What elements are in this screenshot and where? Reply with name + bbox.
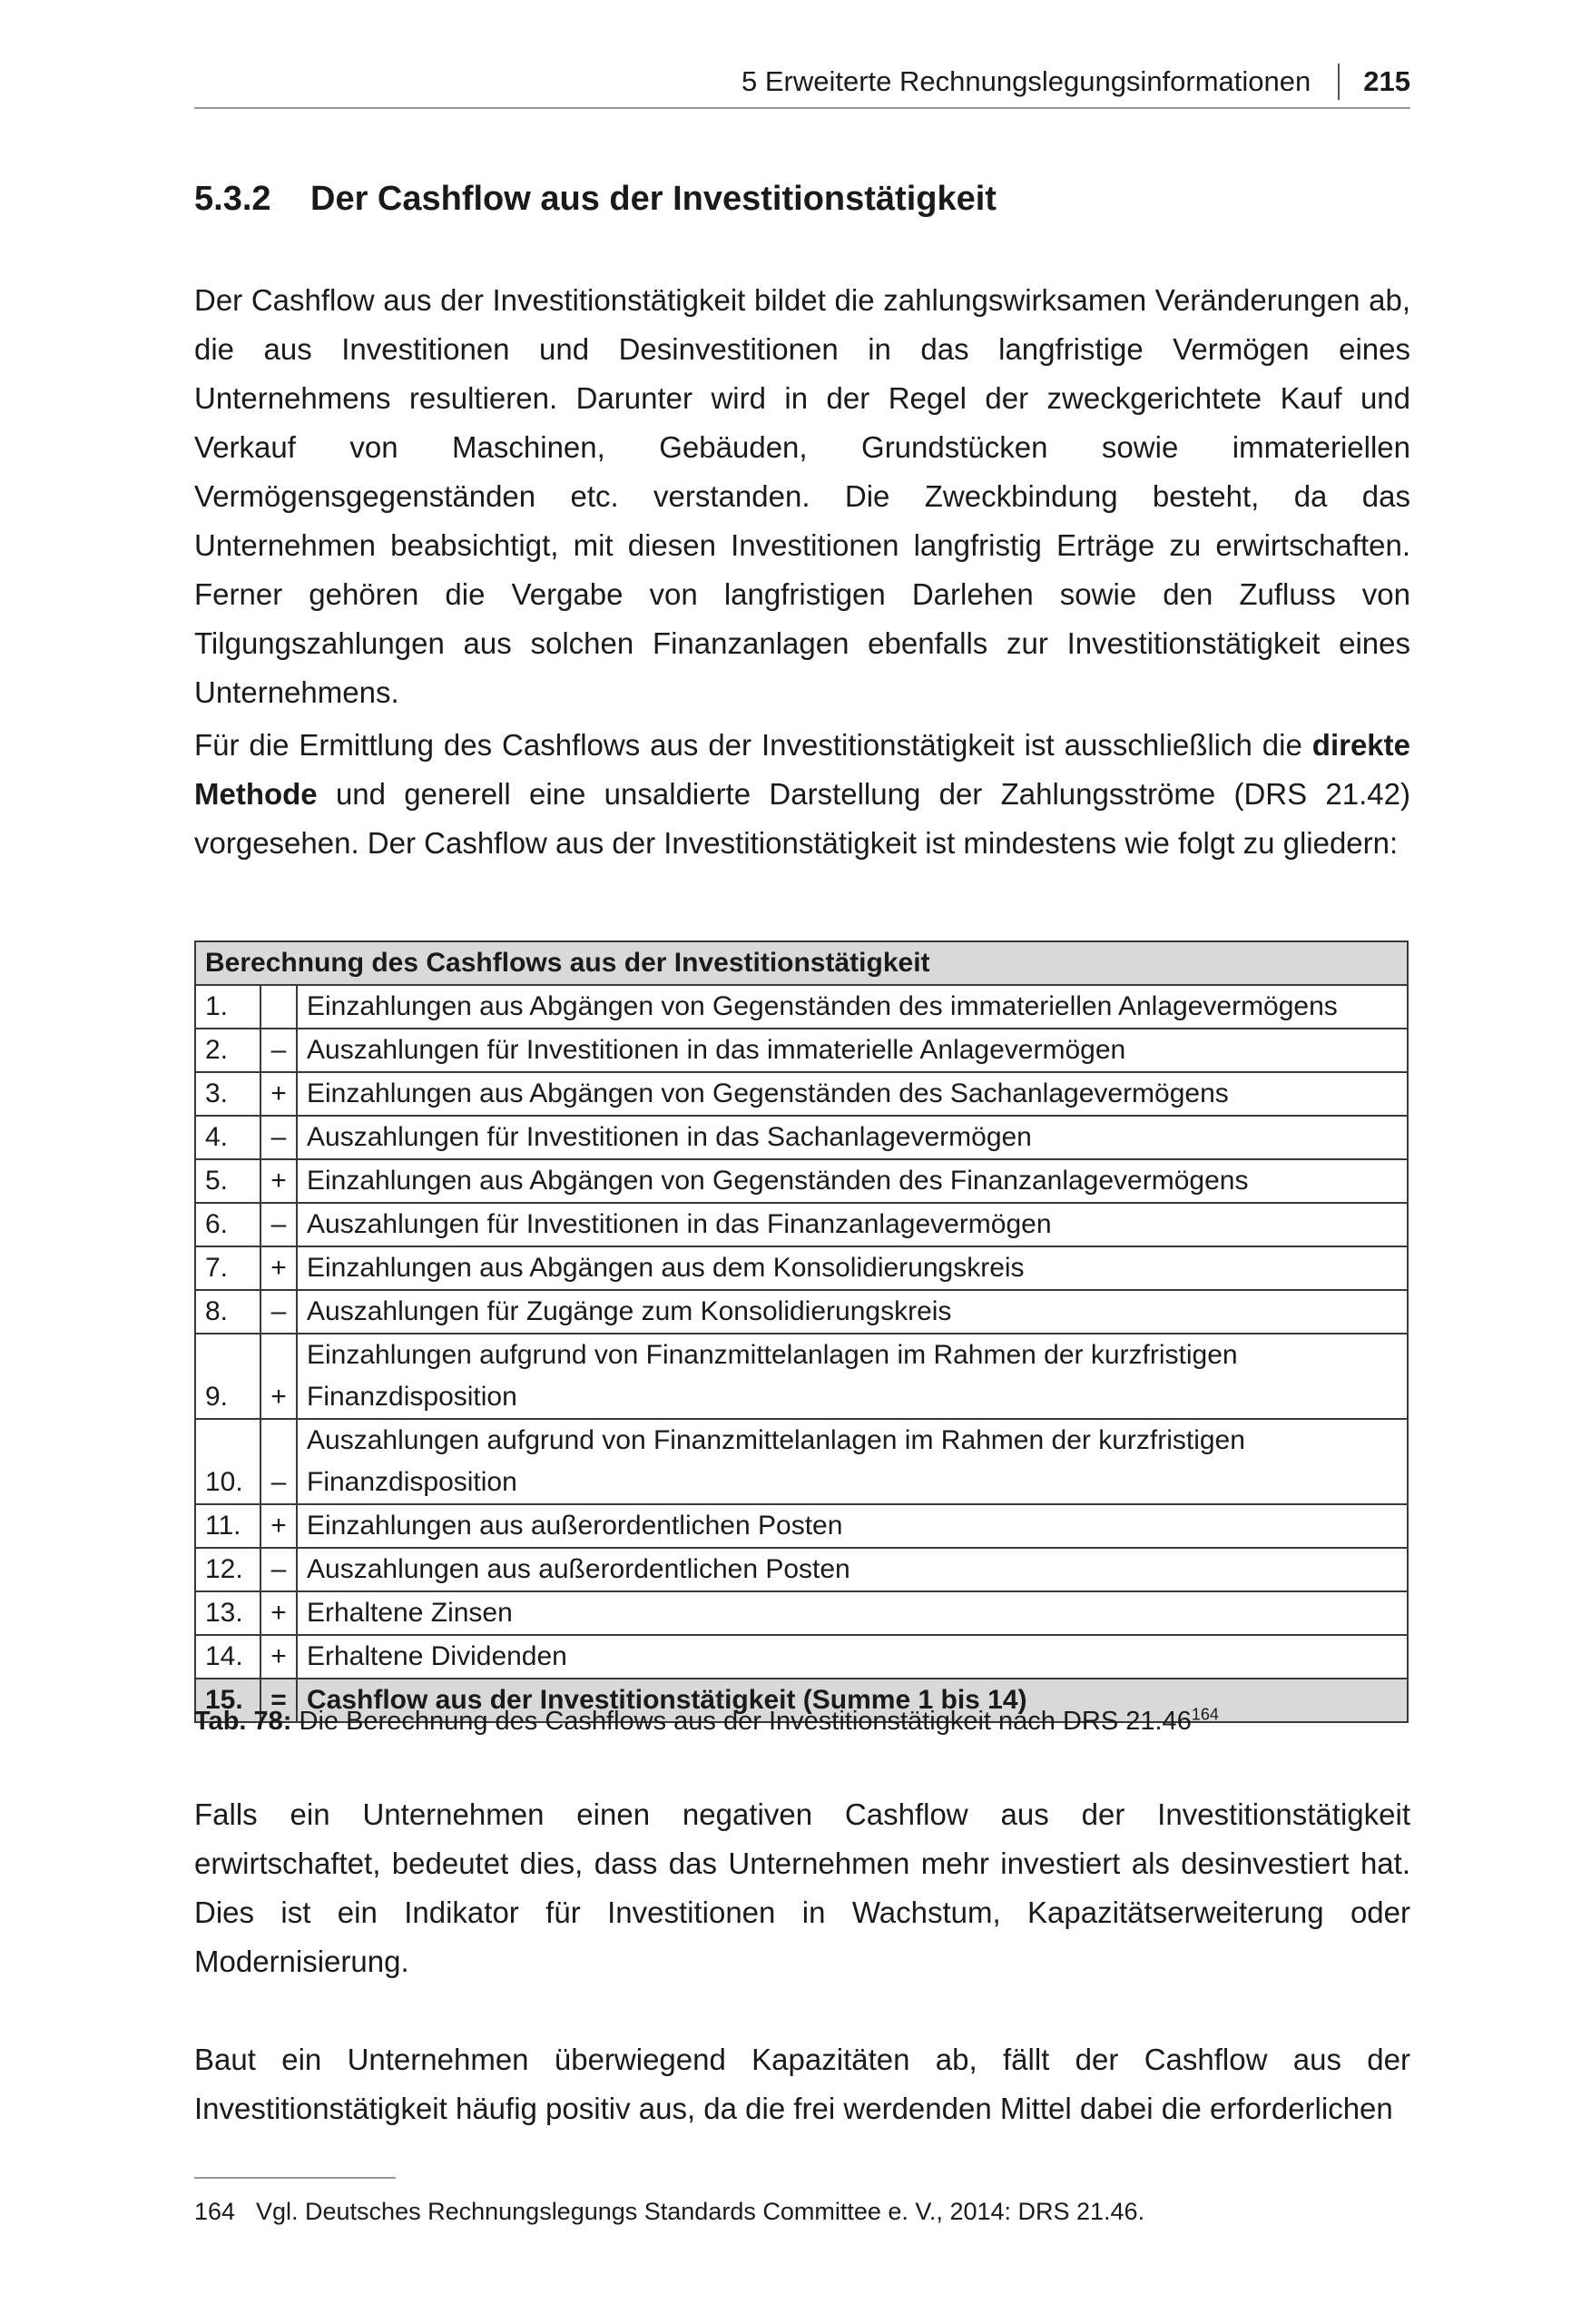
row-operator: – bbox=[260, 1290, 297, 1334]
row-text: Einzahlungen aus Abgängen von Gegenständen des immateriellen Anlagevermögens bbox=[297, 985, 1408, 1029]
section-heading bbox=[194, 180, 997, 219]
row-text: Einzahlungen aufgrund von Finanzmittelanlagen im Rahmen der kurzfristigen Finanzdisposition bbox=[297, 1334, 1408, 1419]
table-row bbox=[195, 1591, 1408, 1635]
table-header-row bbox=[195, 941, 1408, 985]
row-number: 4. bbox=[195, 1116, 260, 1159]
row-operator: + bbox=[260, 1159, 297, 1203]
table-row bbox=[195, 1159, 1408, 1203]
row-number: 7. bbox=[195, 1246, 260, 1290]
row-operator: = bbox=[260, 1679, 297, 1722]
chapter-title: 5 Erweiterte Rechnungslegungsinformationen bbox=[741, 65, 1311, 97]
row-number: 3. bbox=[195, 1072, 260, 1116]
paragraph-2-part-b: und generell eine unsaldierte Darstellung der Zahlungsströme (DRS 21.42) vorgesehen. Der Cashflow aus der Investitionstätigkeit ist mindestens wie folgt zu gliedern: bbox=[194, 777, 1410, 860]
table-row bbox=[195, 1246, 1408, 1290]
section-title: Der Cashflow aus der Investitionstätigkeit bbox=[310, 180, 997, 218]
row-number: 6. bbox=[195, 1203, 260, 1246]
table-row bbox=[195, 1419, 1408, 1504]
row-text: Auszahlungen für Investitionen in das immaterielle Anlagevermögen bbox=[297, 1029, 1408, 1072]
table-row bbox=[195, 1072, 1408, 1116]
header-separator bbox=[1338, 64, 1340, 100]
row-text: Auszahlungen für Investitionen in das Finanzanlagevermögen bbox=[297, 1203, 1408, 1246]
row-operator bbox=[260, 985, 297, 1029]
paragraph-4: Baut ein Unternehmen überwiegend Kapazitäten ab, fällt der Cashflow aus der Investitionstätigkeit häufig positiv aus, da die frei werdenden Mittel dabei die erforderlichen bbox=[194, 2043, 1410, 2125]
table-row bbox=[195, 1029, 1408, 1072]
row-number: 10. bbox=[195, 1419, 260, 1504]
row-text: Einzahlungen aus Abgängen aus dem Konsolidierungskreis bbox=[297, 1246, 1408, 1290]
footnote bbox=[194, 2193, 1144, 2230]
table-row bbox=[195, 1635, 1408, 1679]
row-operator: + bbox=[260, 1591, 297, 1635]
caption-label: Tab. 78: bbox=[194, 1707, 292, 1736]
footnote-number: 164 bbox=[194, 2198, 236, 2225]
footnote-rule bbox=[194, 2177, 396, 2179]
row-operator: + bbox=[260, 1246, 297, 1290]
row-text: Einzahlungen aus Abgängen von Gegenständen des Sachanlagevermögens bbox=[297, 1072, 1408, 1116]
section-number: 5.3.2 bbox=[194, 180, 271, 218]
row-number: 9. bbox=[195, 1334, 260, 1419]
table-row bbox=[195, 1116, 1408, 1159]
row-operator: – bbox=[260, 1419, 297, 1504]
paragraph-2-emphasis: direkte Methode bbox=[194, 728, 1410, 811]
row-text: Cashflow aus der Investitionstätigkeit (Summe 1 bis 14) bbox=[297, 1679, 1408, 1722]
table-body bbox=[195, 985, 1408, 1722]
row-number: 5. bbox=[195, 1159, 260, 1203]
row-operator: – bbox=[260, 1203, 297, 1246]
footnote-reference: 164 bbox=[1191, 1705, 1219, 1724]
table-row bbox=[195, 1334, 1408, 1419]
table-caption bbox=[194, 1701, 1219, 1741]
footnote-text: Vgl. Deutsches Rechnungslegungs Standards Committee e. V., 2014: DRS 21.46. bbox=[256, 2198, 1145, 2225]
running-header bbox=[194, 56, 1410, 109]
caption-text: Die Berechnung des Cashflows aus der Investitionstätigkeit nach DRS 21.46 bbox=[291, 1707, 1192, 1736]
row-number: 12. bbox=[195, 1548, 260, 1591]
row-number: 15. bbox=[195, 1679, 260, 1722]
row-number: 13. bbox=[195, 1591, 260, 1635]
table-title: Berechnung des Cashflows aus der Investitionstätigkeit bbox=[195, 941, 1408, 985]
paragraph-1: Der Cashflow aus der Investitionstätigkeit bildet die zahlungswirksamen Veränderungen ab, die aus Investitionen und Desinvestitionen in das langfristige Vermögen eines Unternehmens resultieren. Darunter wird in der Regel der zweckgerichtete Kauf und Verkauf von Maschinen, Gebäuden, Grundstücken sowie immateriellen Vermögensgegenständen etc. verstanden. Die Zweckbindung besteht, da das Unternehmen beabsichtigt, mit diesen Investitionen langfristig Erträge zu erwirtschaften. Ferner gehören die Vergabe von langfristigen Darlehen sowie den Zufluss von Tilgungszahlungen aus solchen Finanzanlagen ebenfalls zur Investitionstätigkeit eines Unternehmens. bbox=[194, 283, 1410, 709]
row-number: 11. bbox=[195, 1504, 260, 1548]
cashflow-calculation-table bbox=[194, 940, 1409, 1723]
row-number: 8. bbox=[195, 1290, 260, 1334]
row-text: Auszahlungen aufgrund von Finanzmittelanlagen im Rahmen der kurzfristigen Finanzdisposition bbox=[297, 1419, 1408, 1504]
page-number: 215 bbox=[1363, 65, 1410, 97]
row-operator: + bbox=[260, 1334, 297, 1419]
row-number: 14. bbox=[195, 1635, 260, 1679]
row-operator: + bbox=[260, 1635, 297, 1679]
row-text: Auszahlungen für Investitionen in das Sachanlagevermögen bbox=[297, 1116, 1408, 1159]
paragraph-2-part-a: Für die Ermittlung des Cashflows aus der Investitionstätigkeit ist ausschließlich die bbox=[194, 728, 1312, 762]
row-text: Auszahlungen aus außerordentlichen Posten bbox=[297, 1548, 1408, 1591]
row-number: 1. bbox=[195, 985, 260, 1029]
row-operator: + bbox=[260, 1072, 297, 1116]
row-text: Erhaltene Dividenden bbox=[297, 1635, 1408, 1679]
table-row bbox=[195, 1548, 1408, 1591]
row-text: Einzahlungen aus außerordentlichen Posten bbox=[297, 1504, 1408, 1548]
paragraph-2 bbox=[194, 721, 1410, 868]
table-row bbox=[195, 1290, 1408, 1334]
row-text: Erhaltene Zinsen bbox=[297, 1591, 1408, 1635]
table-row bbox=[195, 1203, 1408, 1246]
row-text: Einzahlungen aus Abgängen von Gegenständen des Finanzanlagevermögens bbox=[297, 1159, 1408, 1203]
row-operator: + bbox=[260, 1504, 297, 1548]
paragraph-3: Falls ein Unternehmen einen negativen Cashflow aus der Investitionstätigkeit erwirtschaftet, bedeutet dies, dass das Unternehmen mehr investiert als desinvestiert hat. Dies ist ein Indikator für Investitionen in Wachstum, Kapazitätserweiterung oder Modernisierung. bbox=[194, 1797, 1410, 1978]
row-operator: – bbox=[260, 1116, 297, 1159]
table-row bbox=[195, 1504, 1408, 1548]
row-number: 2. bbox=[195, 1029, 260, 1072]
row-operator: – bbox=[260, 1548, 297, 1591]
row-operator: – bbox=[260, 1029, 297, 1072]
row-text: Auszahlungen für Zugänge zum Konsolidierungskreis bbox=[297, 1290, 1408, 1334]
table-row bbox=[195, 985, 1408, 1029]
